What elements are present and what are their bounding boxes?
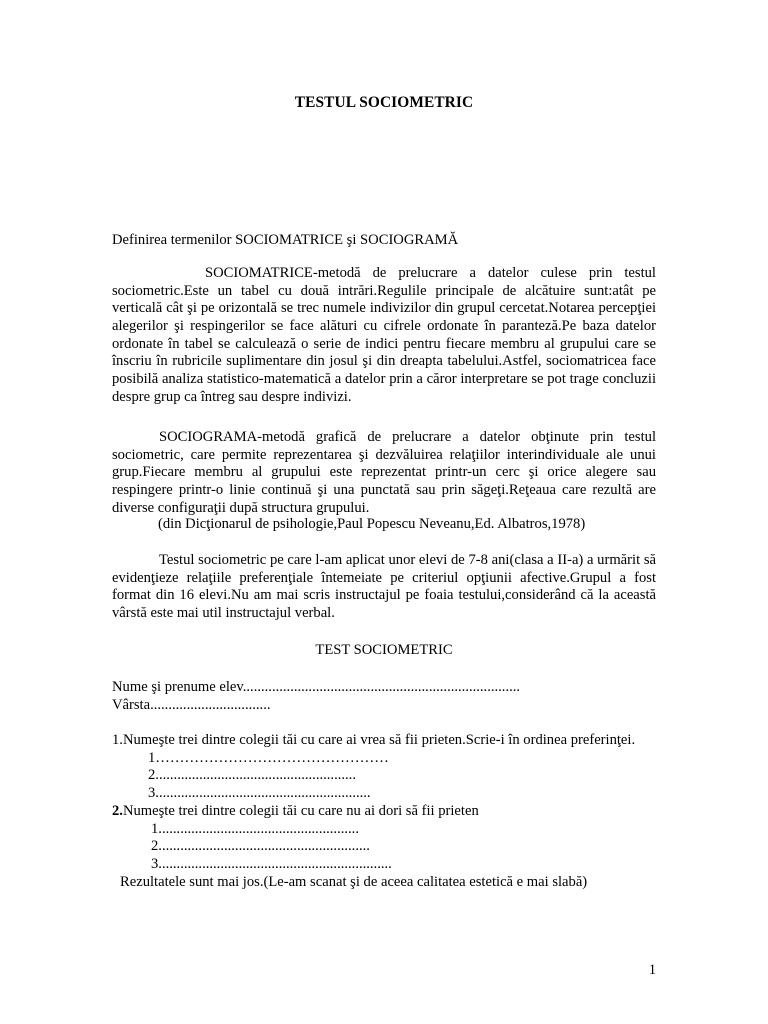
question-2-number: 2. xyxy=(112,802,123,819)
page-number: 1 xyxy=(648,962,656,978)
q2-answer-2: 2.......................................................... xyxy=(151,838,370,855)
citation: (din Dicţionarul de psihologie,Paul Popescu Neveanu,Ed. Albatros,1978) xyxy=(158,516,586,532)
test-title: TEST SOCIOMETRIC xyxy=(315,642,453,658)
question-2 xyxy=(112,803,672,821)
age-line: Vârsta................................. xyxy=(112,696,271,713)
question-1: 1.Numeşte trei dintre colegii tăi cu care ai vrea să fii prieten.Scrie-i în ordinea preferinţei. xyxy=(112,732,636,749)
definitions-heading: Definirea termenilor SOCIOMATRICE şi SOCIOGRAMĂ xyxy=(112,232,459,248)
results-note: Rezultatele sunt mai jos.(Le-am scanat şi de aceea calitatea estetică e mai slabă) xyxy=(120,874,588,890)
q1-answer-2: 2....................................................... xyxy=(148,767,356,784)
paragraph-sociograma: SOCIOGRAMA-metodă grafică de prelucrare a datelor obţinute prin testul sociometric, care permite reprezentarea şi dezvăluirea relaţiilor interindividuale ale unui grup.Fiecare membru al grupului este reprezentat printr-un cerc şi orice alegere sau respingere printr-o linie continuă şi una punctată sau prin săgeţi.Reţeaua care rezultă are diverse configuraţii după structura grupului. xyxy=(112,429,656,516)
q2-answer-3: 3................................................................ xyxy=(151,855,392,872)
document-title: TESTUL SOCIOMETRIC xyxy=(294,94,474,111)
q1-answer-3: 3........................................................... xyxy=(148,785,371,802)
paragraph-test: Testul sociometric pe care l-am aplicat unor elevi de 7-8 ani(clasa a II-a) a urmărit să evidenţieze relaţiile preferenţiale întemeiate pe criteriul opţiunii afective.Grupul a fost format din 16 elevi.Nu am mai scris instructajul pe foaia testului,considerând că la această vârstă este mai util instructajul verbal. xyxy=(112,552,656,621)
q2-answer-1: 1....................................................... xyxy=(151,820,359,837)
q1-answer-1: 1………………………………………… xyxy=(148,749,389,766)
paragraph-sociomatrice: SOCIOMATRICE-metodă de prelucrare a datelor culese prin testul sociometric.Este un tabel cu două intrări.Regulile principale de alcătuire sunt:atât pe verticală cât şi pe orizontală se trec numele indivizilor din grupul cercetat.Notarea percepţiei alegerilor şi respingerilor se face alături cu cifrele ordonate în paranteză.Pe baza datelor ordonate în tabel se calculează o serie de indici pentru fiecare membru al grupului care se înscriu în rubricile suplimentare din josul şi din dreapta tabelului.Astfel, sociomatricea face posibilă analiza statistico-matematică a datelor prin a căror interpretare se pot trage concluzii despre grup ca întreg sau despre indivizi. xyxy=(112,265,656,405)
question-2-text: Numeşte trei dintre colegii tăi cu care nu ai dori să fii prieten xyxy=(122,802,479,819)
name-line: Nume şi prenume elev............................................................................ xyxy=(112,679,521,695)
spacer xyxy=(112,714,672,732)
test-form xyxy=(112,679,672,874)
